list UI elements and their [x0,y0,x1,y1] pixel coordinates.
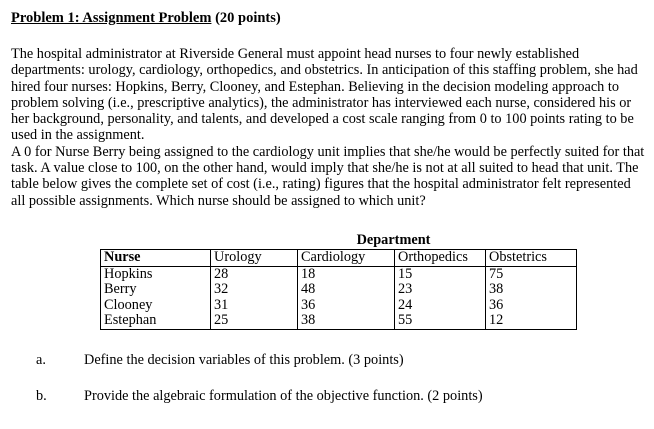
table-row [101,313,577,329]
column-header-obstetrics: Obstetrics [486,250,577,267]
table-row [101,266,577,282]
question-b [36,388,636,406]
question-label: b. [36,388,47,404]
cost-cell: 38 [298,313,395,329]
table-row [101,298,577,314]
cost-cell: 75 [486,266,577,282]
question-text: Provide the algebraic formulation of the objective function. (2 points) [84,388,483,404]
problem-description [11,46,647,209]
cost-table [100,233,577,330]
question-text: Define the decision variables of this problem. (3 points) [84,352,404,368]
question-label: a. [36,352,46,368]
cost-cell: 18 [298,266,395,282]
problem-title: Problem 1: Assignment Problem [11,10,212,26]
nurse-name: Estephan [101,313,211,329]
problem-points: (20 points) [211,10,281,26]
table-header-row [101,250,577,267]
cost-cell: 31 [211,298,298,314]
table-row [101,282,577,298]
table-corner-cell [101,233,211,250]
cost-cell: 15 [395,266,486,282]
nurse-name: Berry [101,282,211,298]
cost-cell: 24 [395,298,486,314]
nurse-name: Hopkins [101,266,211,282]
cost-cell: 36 [486,298,577,314]
paragraph-scenario: The hospital administrator at Riverside General must appoint head nurses to four newly established departments: urology, cardiology, orthopedics, and obstetrics. In anticipation of this staffing problem, she had hired four nurses: Hopkins, Berry, Clooney, and Estephan. Believing in the decision modeling approach to problem solving (i.e., prescriptive analytics), the administrator has interviewed each nurse, considered his or her background, personality, and talents, and developed a cost scale ranging from 0 to 100 points rating to be used in the assignment. [11,46,638,144]
cost-cell: 32 [211,282,298,298]
nurse-column-header: Nurse [101,250,211,267]
cost-cell: 23 [395,282,486,298]
cost-cell: 28 [211,266,298,282]
cost-cell: 55 [395,313,486,329]
paragraph-cost-explanation: A 0 for Nurse Berry being assigned to the cardiology unit implies that she/he would be perfectly suited for that task. A value close to 100, on the other hand, would imply that she/he is not at all suited to head that unit. The table below gives the complete set of cost (i.e., rating) figures that the hospital administrator felt represented all possible assignments. Which nurse should be assigned to which unit? [11,143,645,209]
nurse-name: Clooney [101,298,211,314]
cost-cell: 38 [486,282,577,298]
cost-cell: 12 [486,313,577,329]
column-header-urology: Urology [211,250,298,267]
column-header-orthopedics: Orthopedics [395,250,486,267]
cost-cell: 36 [298,298,395,314]
cost-cell: 48 [298,282,395,298]
column-header-cardiology: Cardiology [298,250,395,267]
cost-cell: 25 [211,313,298,329]
problem-heading [11,9,281,27]
table-group-header-row [101,233,577,250]
department-header: Department [356,232,431,249]
question-a [36,352,636,370]
